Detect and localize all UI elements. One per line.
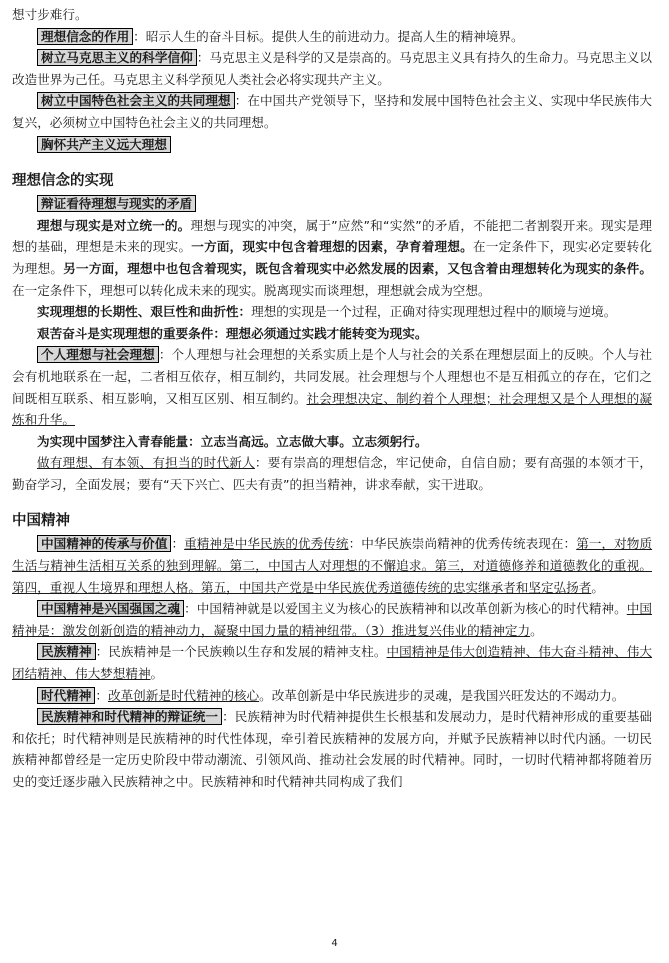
- paragraph-common-ideal: 树立中国特色社会主义的共同理想 ：在中国共产党领导下，坚持和发展中国特色社会主义、实现中华民族伟大复兴，必须树立中国特色社会主义的共同理想。: [12, 93, 653, 130]
- paragraph-continuation: 想寸步难行。: [12, 7, 88, 22]
- term-label: 个人理想与社会理想: [37, 346, 159, 363]
- paragraph-personal-social: 个人理想与社会理想 ：个人理想与社会理想的关系实质上是个人与社会的关系在理想层面上的反映。个人与社会有机地联系在一起，二者相互依存，相互制约，共同发展。社会理想与个人理想也不是互相孤立的存在，它们之间既相互联系、相互影响，又相互区别、相互制约。社会理想决定、制约着个人理想；社会理想又是个人理想的凝炼和升华。: [12, 347, 653, 428]
- paragraph-spirit-soul: 中国精神是兴国强国之魂 ：中国精神就是以爱国主义为核心的民族精神和以改革创新为核心的时代精神。中国精神是：激发创新创造的精神动力，凝聚中国力量的精神纽带。（3）推进复兴伟业的精神定力。: [12, 601, 653, 638]
- page-number: 4: [331, 938, 338, 949]
- paragraph-dialectic-unity: 民族精神和时代精神的辩证统一 ：民族精神为时代精神提供生长根基和发展动力，是时代精神形成的重要基础和依托；时代精神则是民族精神的时代性体现，牵引着民族精神的发展方向，并赋予民族精神以时代内涵。一切民族精神都曾经是一定历史阶段中带动潮流、引领风尚、推动社会发展的时代精神。同时，一切时代精神都将随着历史的变迁逐步融入民族精神之中。民族精神和时代精神共同构成了我们: [12, 709, 653, 789]
- document-page: [12, 4, 652, 793]
- paragraph-spirit-heritage: 中国精神的传承与价值 ：重精神是中华民族的优秀传统：中华民族崇尚精神的优秀传统表现在：第一，对物质生活与精神生活相互关系的独到理解。第二，中国古人对理想的不懈追求。第三，对道德修养和道德教化的重视。第四，重视人生境界和理想人格。第五，中国共产党是中华民族优秀道德传统的忠实继承者和坚定弘扬者。: [12, 536, 653, 595]
- paragraph-marxism: 树立马克思主义的科学信仰 ：马克思主义是科学的又是崇高的。马克思主义具有持久的生命力。马克思主义以改造世界为己任。马克思主义科学预见人类社会必将实现共产主义。: [12, 50, 653, 87]
- paragraph-hard-work: 艰苦奋斗是实现理想的重要条件：理想必须通过实践才能转变为现实。: [37, 325, 428, 341]
- term-label: 理想信念的作用: [37, 28, 133, 45]
- paragraph-national-spirit: 民族精神 ：民族精神是一个民族赖以生存和发展的精神支柱。中国精神是伟大创造精神、伟大奋斗精神、伟大团结精神、伟大梦想精神。: [12, 644, 653, 682]
- term-label: 辩证看待理想与现实的矛盾: [37, 195, 196, 212]
- section-title-realization: 理想信念的实现: [12, 173, 114, 190]
- paragraph-ideal-role: 理想信念的作用 ：昭示人生的奋斗目标。提供人生的前进动力。提高人生的精神境界。: [12, 26, 652, 48]
- section-title-china-spirit: 中国精神: [12, 513, 70, 530]
- term-label: 民族精神: [37, 643, 96, 660]
- paragraph-long-term: 实现理想的长期性、艰巨性和曲折性：理想的实现是一个过程，正确对待实现理想过程中的顺境与逆境。: [37, 304, 617, 320]
- term-label: 民族精神和时代精神的辩证统一: [37, 708, 222, 725]
- term-label: 中国精神是兴国强国之魂: [37, 600, 184, 617]
- term-label: 树立中国特色社会主义的共同理想: [37, 92, 235, 109]
- paragraph-era-spirit: 时代精神 ：改革创新是时代精神的核心。改革创新是中华民族进步的灵魂，是我国兴旺发达的不竭动力。: [12, 685, 652, 707]
- paragraph-communist: [12, 134, 652, 156]
- paragraph-ideal-reality: 理想与现实是对立统一的。理想与现实的冲突，属于”应然”和“实然”的矛盾，不能把二者割裂开来。现实是理想的基础，理想是未来的现实。一方面，现实中包含着理想的因素，孕育着理想。在一定条件下，现实必定要转化为理想。另一方面，理想中也包含着现实，既包含着现实中必然发展的因素，又包含着由理想转化为现实的条件。在一定条件下，理想可以转化成未来的现实。脱离现实而谈理想，理想就会成为空想。: [12, 217, 653, 298]
- term-label: 中国精神的传承与价值: [37, 535, 171, 552]
- paragraph-new-generation: 做有理想、有本领、有担当的时代新人：要有崇高的理想信念，牢记使命，自信自励；要有高强的本领才干，勤奋学习，全面发展；要有“天下兴亡、匹夫有责”的担当精神，讲求奉献，实干进取。: [12, 455, 653, 492]
- paragraph-china-dream: 为实现中国梦注入青春能量：立志当高远。立志做大事。立志须躬行。: [37, 433, 428, 449]
- paragraph-dialectic-label: [12, 193, 652, 215]
- term-label: 时代精神: [37, 687, 95, 704]
- term-label: 树立马克思主义的科学信仰: [37, 49, 197, 66]
- term-label: 胸怀共产主义远大理想: [37, 136, 171, 153]
